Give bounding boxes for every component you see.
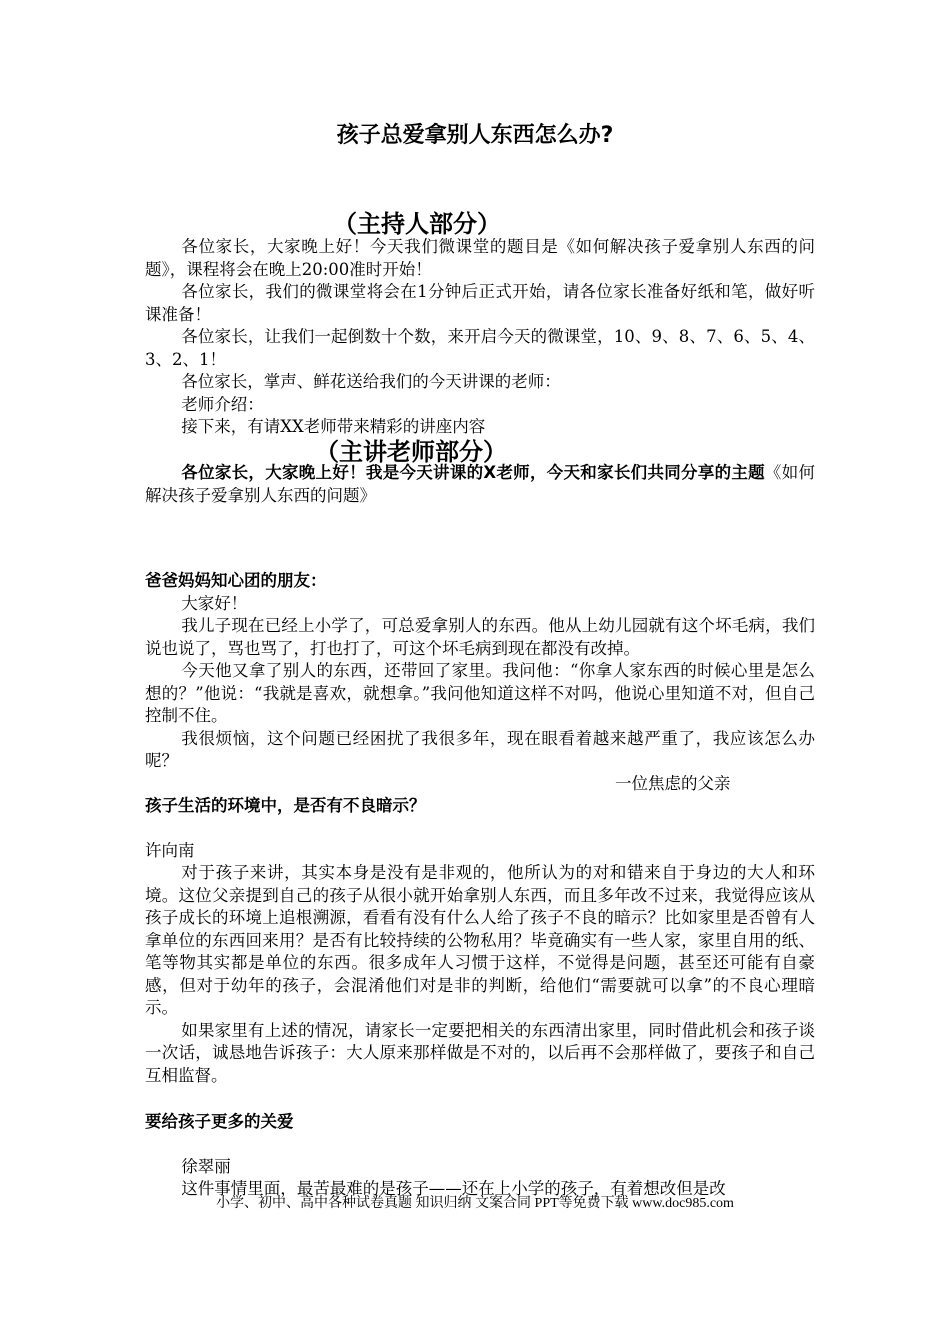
teacher-intro-paragraph (145, 462, 815, 507)
letter-paragraph: 我很烦恼，这个问题已经困扰了我很多年，现在眼看着越来越严重了，我应该怎么办呢？ (145, 728, 815, 770)
teacher-intro-bold: 各位家长，大家晚上好！我是今天讲课的X老师，今天和家长们共同分享的主题 (181, 463, 765, 482)
answer2-author: 徐翠丽 (181, 1156, 231, 1176)
host-paragraph: 各位家长，让我们一起倒数十个数，来开启今天的微课堂，10、9、8、7、6、5、4、3、2、1！ (145, 327, 815, 369)
teacher-section-heading: （主讲老师部分） (315, 438, 507, 466)
host-paragraph: 各位家长，大家晚上好！今天我们微课堂的题目是《如何解决孩子爱拿别人东西的问题》，课程将会在晚上20:00准时开始！ (145, 237, 815, 279)
teacher-intro (145, 462, 815, 507)
host-paragraph: 各位家长，掌声、鲜花送给我们的今天讲课的老师： (181, 372, 561, 391)
host-section-body (145, 236, 815, 439)
letter-paragraph: 今天他又拿了别人的东西，还带回了家里。我问他：“你拿人家东西的时候心里是怎么想的？”他说：“我就是喜欢，就想拿。”我问他知道这样不对吗，他说心里知道不对，但自己控制不住。 (145, 661, 815, 725)
host-paragraph: 老师介绍： (181, 394, 264, 414)
letter-greeting: 大家好！ (181, 593, 248, 613)
answer2-paragraph: 这件事情里面，最苦最难的是孩子——还在上小学的孩子，有着想改但是改 (181, 1179, 726, 1198)
letter-salutation: 爸爸妈妈知心团的朋友： (145, 571, 327, 590)
letter-paragraph: 我儿子现在已经上小学了，可总爱拿别人的东西。他从上幼儿园就有这个坏毛病，我们说也说了，骂也骂了，打也打了，可这个坏毛病到现在都没有改掉。 (145, 616, 815, 658)
answer1-heading: 孩子生活的环境中，是否有不良暗示？ (145, 796, 426, 815)
teacher-intro-title: 《如何解决孩子爱拿别人东西的问题》 (145, 463, 815, 505)
answer1-author: 许向南 (145, 840, 195, 860)
answer1-paragraph: 对于孩子来讲，其实本身是没有是非观的，他所认为的对和错来自于身边的大人和环境。这位父亲提到自己的孩子从很小就开始拿别人东西，而且多年改不过来，我觉得应该从孩子成长的环境上追根溯源，看看有没有什么人给了孩子不良的暗示？比如家里是否曾有人拿单位的东西回来用？是否有比较持续的公物私用？毕竟确实有一些人家，家里自用的纸、笔等物其实都是单位的东西。很多成年人习惯于这样，不觉得是问题，甚至还可能有自豪感，但对于幼年的孩子，会混淆他们对是非的判断，给他们“需要就可以拿”的不良心理暗示。 (145, 863, 815, 1017)
answer2-heading: 要给孩子更多的关爱 (145, 1112, 294, 1131)
host-paragraph: 接下来，有请XX老师带来精彩的讲座内容 (181, 417, 486, 436)
host-section-heading: （主持人部分） (333, 210, 501, 238)
letter-body (145, 570, 815, 1201)
page-footer: 小学、初中、高中各种试卷真题 知识归纳 文案合同 PPT等免费下载 www.doc985.com (216, 1196, 734, 1211)
letter-signature: 一位焦虑的父亲 (615, 773, 731, 793)
host-paragraph: 各位家长，我们的微课堂将会在1分钟后正式开始，请各位家长准备好纸和笔，做好听课准备！ (145, 282, 815, 324)
answer1-paragraph: 如果家里有上述的情况，请家长一定要把相关的东西清出家里，同时借此机会和孩子谈一次话，诚恳地告诉孩子：大人原来那样做是不对的，以后再不会那样做了，要孩子和自己互相监督。 (145, 1020, 815, 1085)
document-title: 孩子总爱拿别人东西怎么办? (336, 123, 614, 148)
